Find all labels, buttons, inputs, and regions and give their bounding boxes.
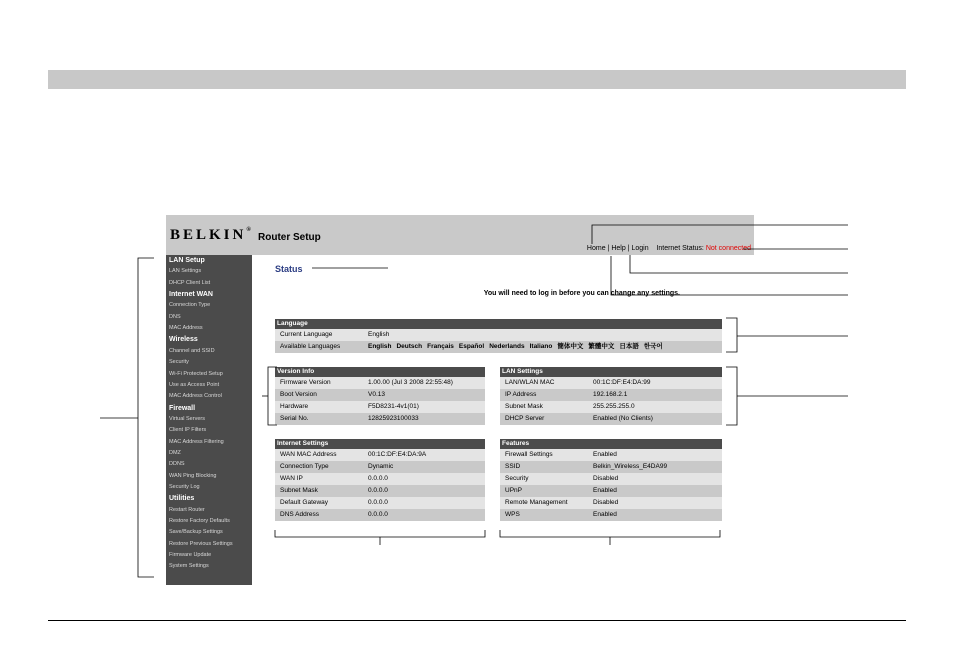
sidebar-item[interactable]: DDNS (169, 461, 185, 468)
internet-status-label: Internet Status: (656, 245, 704, 252)
sidebar-item[interactable]: Client IP Filters (169, 427, 207, 434)
version-bracket (268, 367, 277, 425)
login-notice: You will need to log in before you can change any settings. (483, 290, 680, 297)
registered-mark: ® (246, 227, 251, 233)
row-key: Serial No. (280, 415, 309, 422)
internet-status-value: Not connected (705, 245, 751, 252)
panel-header: LAN Settings (500, 367, 722, 377)
row-value: Enabled (No Clients) (593, 415, 653, 422)
panel-header: Version Info (275, 367, 485, 377)
row-key: WPS (505, 511, 520, 518)
row-value: Disabled (593, 499, 619, 506)
language-option[interactable]: Français (427, 343, 454, 350)
row-value: Dynamic (368, 463, 394, 470)
row-key: Subnet Mask (280, 487, 318, 494)
row-value: V0.13 (368, 391, 385, 398)
row-key: DHCP Server (505, 415, 545, 422)
row-key: Security (505, 475, 529, 482)
row-key: Remote Management (505, 499, 568, 506)
language-option[interactable]: Italiano (529, 343, 553, 350)
row-value: Enabled (593, 487, 617, 494)
internet-bracket (275, 530, 485, 537)
row-key: Firewall Settings (505, 451, 553, 458)
sidebar-item[interactable]: MAC Address Filtering (169, 438, 224, 445)
language-option[interactable]: Deutsch (396, 343, 423, 350)
router-setup-title: Router Setup (258, 232, 321, 243)
row-value: 0.0.0.0 (368, 475, 388, 482)
row-value: 0.0.0.0 (368, 511, 388, 518)
language-option[interactable]: Nederlands (489, 343, 525, 350)
sidebar-section[interactable]: Wireless (169, 336, 198, 344)
language-option[interactable]: 日本語 (619, 343, 639, 350)
login-callout (630, 255, 848, 273)
sidebar-item[interactable]: Channel and SSID (169, 347, 215, 354)
sidebar-bracket (138, 258, 154, 577)
row-key: Boot Version (280, 391, 317, 398)
brand-text: BELKIN (170, 227, 247, 243)
row-value: 00:1C:DF:E4:DA:9A (368, 451, 427, 458)
sidebar-item[interactable]: MAC Address (169, 325, 203, 332)
row-key: Default Gateway (280, 499, 329, 506)
login-link[interactable]: Login (631, 245, 649, 252)
row-value: 0.0.0.0 (368, 499, 388, 506)
row-key: Subnet Mask (505, 403, 543, 410)
panel-header: Language (275, 319, 722, 329)
sidebar-section[interactable]: Internet WAN (169, 291, 213, 299)
sidebar-section[interactable]: Firewall (169, 404, 196, 412)
language-option[interactable]: 繁體中文 (588, 343, 615, 350)
sidebar-item[interactable]: Connection Type (169, 302, 211, 309)
sidebar-item[interactable]: LAN Settings (169, 268, 202, 275)
sidebar-item[interactable]: Restore Factory Defaults (169, 518, 230, 525)
link-separator: | (607, 245, 610, 252)
home-callout (592, 225, 848, 244)
panel-header: Features (500, 439, 722, 449)
row-value: Disabled (593, 475, 619, 482)
row-value: F5D8231-4v1(01) (368, 403, 419, 410)
sidebar-item[interactable]: Save/Backup Settings (169, 529, 223, 536)
sidebar-item[interactable]: Security Log (169, 484, 200, 490)
lan-bracket (726, 367, 737, 425)
sidebar-item[interactable]: Restart Router (169, 506, 205, 513)
language-option[interactable]: 한국어 (643, 343, 663, 350)
row-value: 255.255.255.0 (593, 403, 635, 410)
row-value: Belkin_Wireless_E4DA99 (593, 463, 668, 470)
home-link[interactable]: Home (586, 245, 606, 252)
row-key: WAN MAC Address (280, 451, 337, 458)
row-value: 192.168.2.1 (593, 391, 628, 398)
sidebar-item[interactable]: Restore Previous Settings (169, 540, 233, 547)
sidebar-item[interactable]: Security (169, 359, 189, 366)
row-key: Current Language (280, 331, 333, 338)
sidebar-section[interactable]: Utilities (169, 495, 195, 503)
sidebar-item[interactable]: Firmware Update (169, 552, 212, 559)
sidebar-item[interactable]: WAN Ping Blocking (169, 472, 217, 479)
row-value: 00:1C:DF:E4:DA:99 (593, 379, 651, 386)
row-value: Enabled (593, 511, 617, 518)
sidebar-section[interactable]: LAN Setup (169, 257, 205, 264)
sidebar-item[interactable]: Wi-Fi Protected Setup (169, 370, 223, 377)
row-value: 0.0.0.0 (368, 487, 388, 494)
sidebar-item[interactable]: Virtual Servers (169, 415, 205, 422)
row-key: UPnP (505, 487, 522, 494)
sidebar-item[interactable]: Use as Access Point (169, 381, 220, 388)
language-option[interactable]: 簡体中文 (557, 343, 584, 350)
help-link[interactable]: Help (611, 245, 626, 252)
row-key: SSID (505, 463, 521, 470)
help-callout (611, 256, 848, 295)
sidebar-item[interactable]: DHCP Client List (169, 279, 211, 286)
link-separator: | (627, 245, 630, 252)
row-key: DNS Address (280, 511, 320, 518)
row-key: WAN IP (280, 475, 303, 482)
row-key: Hardware (280, 403, 309, 410)
row-key: Connection Type (280, 463, 329, 470)
row-value: 1.00.00 (Jul 3 2008 22:55:48) (368, 379, 453, 386)
language-option[interactable]: English (368, 343, 392, 350)
language-option[interactable]: Español (458, 343, 485, 350)
sidebar-item[interactable]: System Settings (169, 563, 209, 570)
language-bracket (726, 318, 737, 352)
sidebar-item[interactable]: DMZ (169, 449, 181, 456)
sidebar-item[interactable]: DNS (169, 313, 181, 320)
features-bracket (500, 530, 720, 537)
page-title: Status (275, 264, 303, 274)
sidebar-item[interactable]: MAC Address Control (169, 393, 222, 400)
row-value: Enabled (593, 451, 617, 458)
row-value: English (368, 331, 390, 338)
panel-header: Internet Settings (275, 439, 485, 449)
row-key: Firmware Version (280, 379, 331, 386)
row-value: 12825923100033 (368, 415, 419, 422)
row-key: IP Address (505, 391, 537, 398)
row-key: Available Languages (280, 343, 341, 350)
row-key: LAN/WLAN MAC (505, 379, 555, 386)
